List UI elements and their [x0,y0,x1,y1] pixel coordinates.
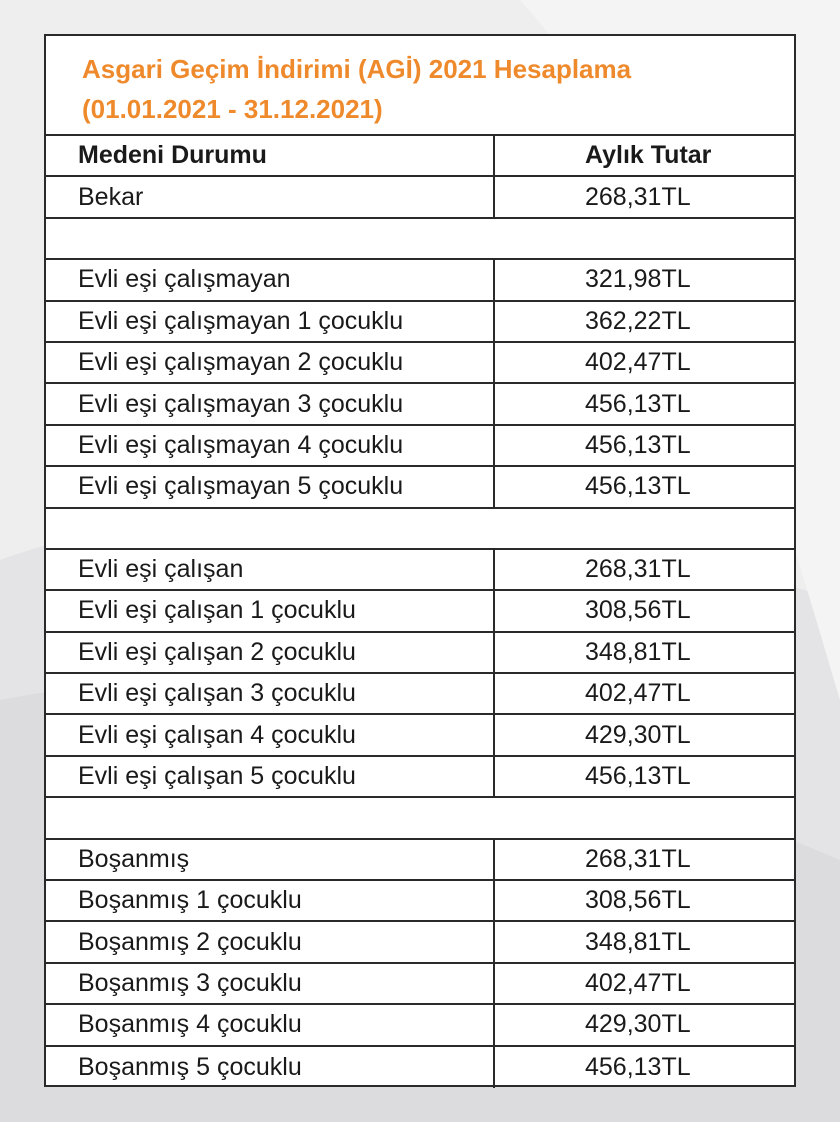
amount-cell: 348,81TL [585,637,691,666]
amount-cell: 308,56TL [585,596,691,625]
status-cell: Boşanmış [46,840,495,879]
amount-cell: 456,13TL [585,472,691,501]
status-cell: Boşanmış 1 çocuklu [46,881,495,920]
table-row [46,964,794,1005]
status-cell: Bekar [46,177,495,216]
table-row [46,1047,794,1088]
table-row [46,426,794,467]
table-row [46,633,794,674]
amount-cell: 429,30TL [585,1010,691,1039]
table-row [46,302,794,343]
amount-cell: 362,22TL [585,306,691,335]
status-cell: Evli eşi çalışan [46,550,495,589]
table-body [46,136,794,1088]
amount-cell: 456,13TL [585,389,691,418]
status-cell: Evli eşi çalışan 3 çocuklu [46,674,495,713]
status-cell: Evli eşi çalışan 1 çocuklu [46,591,495,630]
table-row [46,260,794,301]
table-row [46,674,794,715]
status-cell: Evli eşi çalışan 4 çocuklu [46,715,495,754]
amount-cell: 308,56TL [585,886,691,915]
spacer-cell [46,509,794,548]
amount-cell: 348,81TL [585,927,691,956]
table-row [46,550,794,591]
title-line-2: (01.01.2021 - 31.12.2021) [82,94,383,124]
table-row [46,715,794,756]
status-cell: Evli eşi çalışmayan 2 çocuklu [46,343,495,382]
table-row [46,881,794,922]
status-cell: Evli eşi çalışmayan [46,260,495,299]
status-cell: Evli eşi çalışan 2 çocuklu [46,633,495,672]
group-spacer-row [46,509,794,550]
status-cell: Evli eşi çalışmayan 3 çocuklu [46,384,495,423]
amount-cell: 402,47TL [585,348,691,377]
title-line-1: Asgari Geçim İndirimi (AGİ) 2021 Hesaplama [82,54,632,84]
amount-cell: 402,47TL [585,969,691,997]
spacer-cell [46,798,794,837]
amount-cell: 402,47TL [585,679,691,708]
table-row [46,922,794,963]
table-row [46,384,794,425]
header-amount: Aylık Tutar [585,141,712,170]
status-cell: Evli eşi çalışan 5 çocuklu [46,757,495,796]
table-row [46,177,794,218]
status-cell: Boşanmış 5 çocuklu [46,1047,495,1088]
spacer-cell [46,219,794,258]
amount-cell: 456,13TL [585,1052,691,1081]
group-spacer-row [46,219,794,260]
table-title [46,36,794,136]
table-row [46,343,794,384]
amount-cell: 268,31TL [585,844,691,873]
amount-cell: 429,30TL [585,720,691,749]
status-cell: Boşanmış 3 çocuklu [46,964,495,1003]
table-row [46,1005,794,1046]
table-row [46,757,794,798]
amount-cell: 321,98TL [585,265,691,294]
header-status: Medeni Durumu [46,136,495,175]
status-cell: Boşanmış 2 çocuklu [46,922,495,961]
agi-table [44,34,796,1087]
amount-cell: 268,31TL [585,555,691,584]
amount-cell: 268,31TL [585,182,691,211]
table-row [46,467,794,508]
amount-cell: 456,13TL [585,430,691,459]
table-row [46,840,794,881]
amount-cell: 456,13TL [585,762,691,791]
status-cell: Boşanmış 4 çocuklu [46,1005,495,1044]
table-row [46,591,794,632]
group-spacer-row [46,798,794,839]
table-header-row [46,136,794,177]
status-cell: Evli eşi çalışmayan 4 çocuklu [46,426,495,465]
status-cell: Evli eşi çalışmayan 1 çocuklu [46,302,495,341]
status-cell: Evli eşi çalışmayan 5 çocuklu [46,467,495,506]
